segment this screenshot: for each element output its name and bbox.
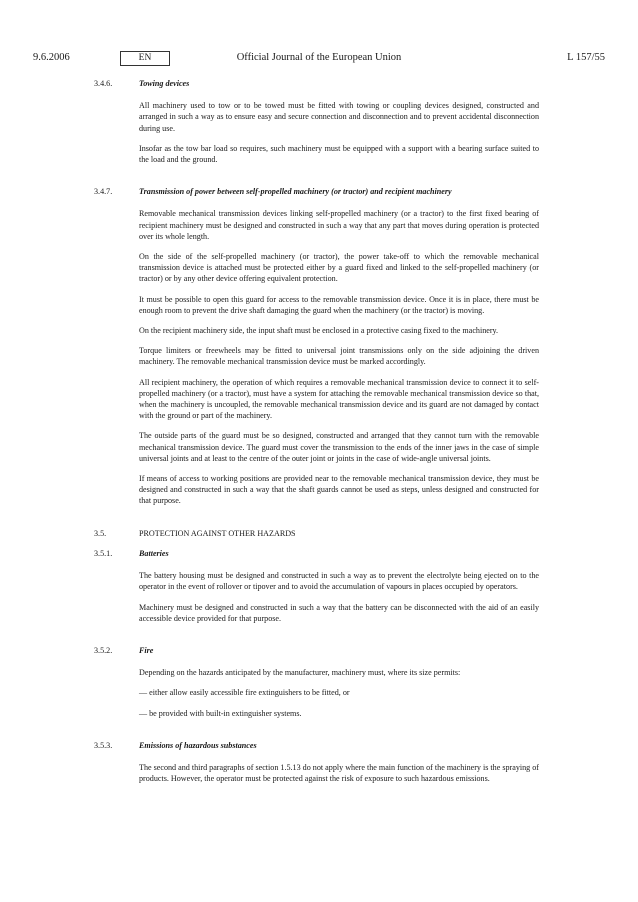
paragraph: On the side of the self-propelled machinery (or tractor), the power take-off to which the removable mechanical transmission device is attached must be protected either by a guard fixed and linked to the self-propelled machinery (or tractor) or by any other device offering equivalent protection. (139, 252, 539, 284)
section-title: Batteries (139, 548, 169, 558)
section-number: 3.4.6. (94, 79, 113, 88)
paragraph: All machinery used to tow or to be towed must be fitted with towing or coupling devices designed, constructed and arranged in such a way as to ensure easy and secure connection and disconnection and to prevent accidental disconnection during use. (139, 101, 539, 133)
section-3-5-2 (94, 645, 539, 719)
section-3-4-7 (94, 186, 539, 506)
section-heading: PROTECTION AGAINST OTHER HAZARDS (139, 528, 296, 538)
section-number: 3.5.1. (94, 548, 113, 558)
document-body (0, 78, 638, 784)
paragraph: On the recipient machinery side, the input shaft must be enclosed in a protective casing fixed to the machinery. (139, 326, 499, 336)
paragraph: Torque limiters or freewheels may be fitted to universal joint transmissions only on the side adjoining the driven machinery. The removable mechanical transmission device must be marked accordingly. (139, 346, 539, 367)
section-3-5-3 (94, 740, 539, 785)
section-number: 3.5.3. (94, 740, 113, 750)
publication-date: 9.6.2006 (33, 52, 70, 63)
list-item: — be provided with built-in extinguisher systems. (139, 708, 302, 718)
paragraph: The outside parts of the guard must be so designed, constructed and arranged that they cannot turn with the removable mechanical transmission device. The guard must cover the transmission to the ends of the inner jaws in the case of simple universal joints and at least to the centre of the outer joint or joints in the case of wide-angle universal joints. (139, 431, 539, 463)
section-number: 3.5.2. (94, 645, 113, 655)
journal-title: Official Journal of the European Union (236, 52, 402, 63)
section-3-5 (94, 528, 539, 539)
page-header (33, 52, 605, 68)
section-number: 3.4.7. (94, 187, 113, 197)
paragraph: Depending on the hazards anticipated by the manufacturer, machinery must, where its size permits: (139, 668, 461, 678)
paragraph: If means of access to working positions are provided near to the removable mechanical transmission device, they must be designed and constructed in such a way that the shaft guards cannot be used as steps, unless designed and constructed for that purpose. (139, 474, 539, 506)
paragraph: Insofar as the tow bar load so requires, such machinery must be equipped with a support with a bearing surface suited to the load and the ground. (139, 143, 539, 165)
section-3-5-1 (94, 548, 539, 624)
section-number: 3.5. (94, 528, 107, 538)
paragraph: Removable mechanical transmission devices linking self-propelled machinery (or a tractor) to the first fixed bearing of recipient machinery must be designed and constructed in such a way that any part that moves during operation is protected over its whole length. (139, 209, 539, 241)
list-item: — either allow easily accessible fire extinguishers to be fitted, or (139, 688, 350, 698)
section-title: Towing devices (139, 79, 190, 88)
paragraph: The battery housing must be designed and constructed in such a way as to prevent the electrolyte being ejected on to the operator in the event of rollover or tipover and to avoid the accumulation of vapours in places occupied by operators. (139, 571, 539, 592)
paragraph: The second and third paragraphs of section 1.5.13 do not apply where the main function of the machinery is the spraying of products. However, the operator must be protected against the risk of exposure to such hazardous emissions. (139, 762, 539, 784)
section-3-4-6 (94, 78, 539, 165)
section-title: Transmission of power between self-propelled machinery (or tractor) and recipient machinery (139, 187, 452, 197)
paragraph: It must be possible to open this guard for access to the removable transmission device. Once it is in place, there must be enough room to prevent the drive shaft damaging the guard when the machinery (or the tractor) is moving. (139, 294, 539, 315)
paragraph: All recipient machinery, the operation of which requires a removable mechanical transmission device to connect it to self-propelled machinery (or a tractor), must have a system for attaching the removable mechanical transmission device so that, when the machinery is uncoupled, the removable mechanical transmission device and its guard are not damaged by contact with the ground or part of the machinery. (139, 377, 539, 421)
section-title: Emissions of hazardous substances (139, 740, 257, 750)
paragraph: Machinery must be designed and constructed in such a way that the battery can be disconnected with the aid of an easily accessible device provided for that purpose. (139, 602, 539, 623)
section-title: Fire (139, 645, 154, 655)
language-badge: EN (120, 51, 170, 66)
page-reference: L 157/55 (567, 52, 605, 63)
